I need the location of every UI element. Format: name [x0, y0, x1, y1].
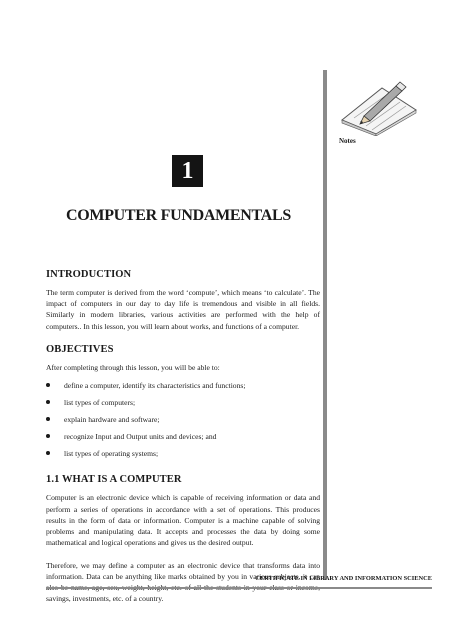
list-item: explain hardware and software; — [46, 414, 320, 425]
bullet-icon — [46, 451, 50, 455]
notes-label: Notes — [339, 137, 356, 145]
list-item: list types of computers; — [46, 397, 320, 408]
bullet-icon — [46, 383, 50, 387]
section-1-1-paragraph-1: Computer is an electronic device which is capable of receiving information or data and perform a series of operations in accordance with a set of operations. This produces results in the form of data or information. Computer is a machine capable of solving problems and manipulating data. It accepts and processes the data by doing some mathematical and logical operations and gives us the desired output. — [46, 493, 320, 548]
chapter-title: COMPUTER FUNDAMENTALS — [66, 207, 291, 224]
notepad-pencil-icon — [336, 80, 420, 136]
bullet-icon — [46, 400, 50, 404]
footer-course-title: CERTIFICATE IN LIBRARY AND INFORMATION SCIENCE — [255, 575, 432, 582]
objectives-list — [46, 380, 320, 460]
introduction-heading: INTRODUCTION — [46, 269, 132, 280]
margin-divider — [323, 70, 327, 580]
list-item: define a computer, identify its characteristics and functions; — [46, 380, 320, 391]
section-1-1-heading: 1.1 WHAT IS A COMPUTER — [46, 474, 182, 486]
footer-divider — [46, 587, 432, 589]
chapter-number: 1 — [172, 155, 203, 187]
objectives-intro: After completing through this lesson, you will be able to: — [46, 362, 220, 372]
section-1-1-paragraph-2: Therefore, we may define a computer as an electronic device that transforms data into information. Data can be anything like marks obtained by you in various subjects, it can savings, investments, etc. of a country. — [46, 560, 320, 604]
bullet-icon — [46, 417, 50, 421]
list-item: recognize Input and Output units and devices; and — [46, 431, 320, 442]
objectives-heading: OBJECTIVES — [46, 343, 114, 355]
introduction-text: The term computer is derived from the word ‘compute’, which means ‘to calculate’. The impact of computers in our day to day life is tremendous and visible in all fields. Similarly in modern libraries, various activities are performed with the help of computers.. In this lesson, you will learn about works, and functions of a computer. — [46, 288, 320, 331]
lesson-content — [46, 268, 320, 604]
bullet-icon — [46, 434, 50, 438]
list-item: list types of operating systems; — [46, 448, 320, 459]
